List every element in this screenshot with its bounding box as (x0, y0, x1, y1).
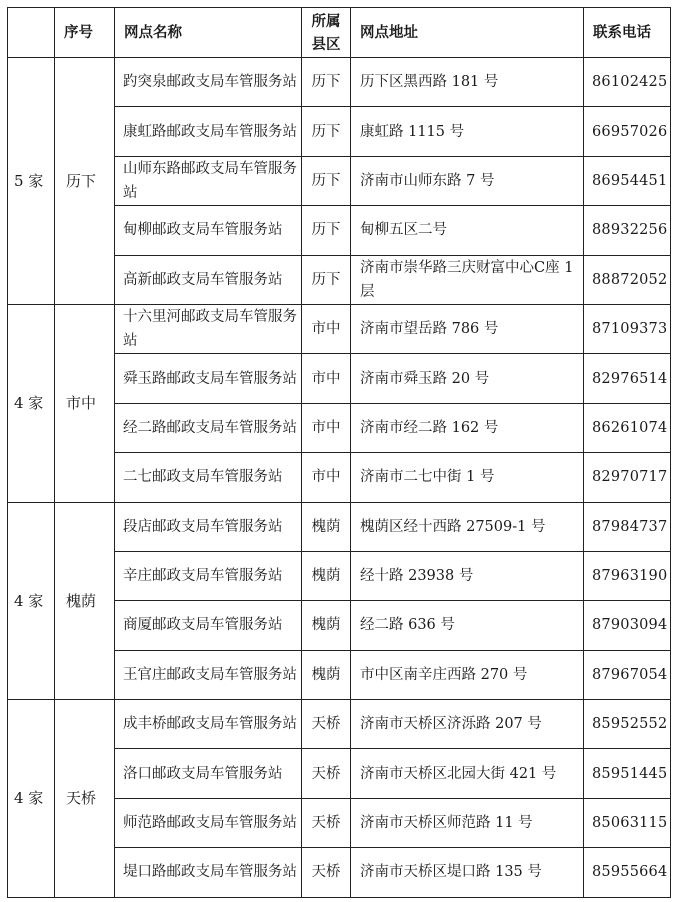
station-address-cell: 康虹路 1115 号 (351, 107, 584, 156)
station-district-cell: 天桥 (302, 700, 351, 749)
station-district-cell: 市中 (302, 403, 351, 452)
station-name-cell: 堤口路邮政支局车管服务站 (115, 848, 302, 897)
station-phone-cell: 87963190 (584, 551, 671, 600)
header-name: 网点名称 (115, 8, 302, 58)
station-address-cell: 济南市望岳路 786 号 (351, 304, 584, 353)
header-address: 网点地址 (351, 8, 584, 58)
station-name-cell: 趵突泉邮政支局车管服务站 (115, 58, 302, 107)
station-phone-cell: 85955664 (584, 848, 671, 897)
station-phone-cell: 85063115 (584, 798, 671, 847)
station-address-cell: 济南市天桥区师范路 11 号 (351, 798, 584, 847)
station-district-cell: 历下 (302, 107, 351, 156)
station-name-cell: 商厦邮政支局车管服务站 (115, 601, 302, 650)
station-name-cell: 洛口邮政支局车管服务站 (115, 749, 302, 798)
station-district-cell: 槐荫 (302, 502, 351, 551)
station-phone-cell: 88932256 (584, 206, 671, 255)
table-header-row (8, 8, 671, 58)
header-count (8, 8, 55, 58)
station-district-cell: 槐荫 (302, 551, 351, 600)
group-count-cell: 4 家 (8, 502, 55, 700)
station-district-cell: 历下 (302, 255, 351, 304)
station-phone-cell: 66957026 (584, 107, 671, 156)
station-phone-cell: 87967054 (584, 650, 671, 699)
station-phone-cell: 82970717 (584, 453, 671, 502)
group-district-cell: 市中 (55, 304, 115, 502)
station-phone-cell: 82976514 (584, 354, 671, 403)
table-body (8, 58, 671, 898)
station-name-cell: 康虹路邮政支局车管服务站 (115, 107, 302, 156)
service-station-table-wrapper (7, 7, 671, 898)
table-row (8, 700, 671, 749)
station-name-cell: 王官庄邮政支局车管服务站 (115, 650, 302, 699)
station-district-cell: 市中 (302, 453, 351, 502)
station-district-cell: 槐荫 (302, 601, 351, 650)
station-district-cell: 历下 (302, 58, 351, 107)
station-address-cell: 甸柳五区二号 (351, 206, 584, 255)
station-address-cell: 济南市天桥区济泺路 207 号 (351, 700, 584, 749)
group-district-cell: 天桥 (55, 700, 115, 898)
station-district-cell: 槐荫 (302, 650, 351, 699)
table-row (8, 502, 671, 551)
station-name-cell: 师范路邮政支局车管服务站 (115, 798, 302, 847)
station-phone-cell: 87984737 (584, 502, 671, 551)
station-phone-cell: 86102425 (584, 58, 671, 107)
station-name-cell: 二七邮政支局车管服务站 (115, 453, 302, 502)
station-district-cell: 天桥 (302, 848, 351, 897)
group-district-cell: 槐荫 (55, 502, 115, 700)
station-address-cell: 济南市舜玉路 20 号 (351, 354, 584, 403)
station-address-cell: 经二路 636 号 (351, 601, 584, 650)
group-count-cell: 4 家 (8, 304, 55, 502)
station-address-cell: 济南市崇华路三庆财富中心C座 1 层 (351, 255, 584, 304)
station-name-cell: 舜玉路邮政支局车管服务站 (115, 354, 302, 403)
station-district-cell: 市中 (302, 354, 351, 403)
station-name-cell: 经二路邮政支局车管服务站 (115, 403, 302, 452)
station-address-cell: 济南市天桥区堤口路 135 号 (351, 848, 584, 897)
station-name-cell: 成丰桥邮政支局车管服务站 (115, 700, 302, 749)
station-name-cell: 甸柳邮政支局车管服务站 (115, 206, 302, 255)
station-district-cell: 历下 (302, 206, 351, 255)
station-name-cell: 辛庄邮政支局车管服务站 (115, 551, 302, 600)
station-address-cell: 济南市山师东路 7 号 (351, 156, 584, 205)
station-phone-cell: 87903094 (584, 601, 671, 650)
station-phone-cell: 86954451 (584, 156, 671, 205)
header-seq: 序号 (55, 8, 115, 58)
station-name-cell: 十六里河邮政支局车管服务站 (115, 304, 302, 353)
group-count-cell: 4 家 (8, 700, 55, 898)
station-address-cell: 济南市经二路 162 号 (351, 403, 584, 452)
station-address-cell: 济南市二七中街 1 号 (351, 453, 584, 502)
station-address-cell: 市中区南辛庄西路 270 号 (351, 650, 584, 699)
station-name-cell: 段店邮政支局车管服务站 (115, 502, 302, 551)
header-phone: 联系电话 (584, 8, 671, 58)
header-district: 所属县区 (302, 8, 351, 58)
station-address-cell: 经十路 23938 号 (351, 551, 584, 600)
station-name-cell: 山师东路邮政支局车管服务站 (115, 156, 302, 205)
table-row (8, 304, 671, 353)
station-name-cell: 高新邮政支局车管服务站 (115, 255, 302, 304)
station-district-cell: 天桥 (302, 798, 351, 847)
table-row (8, 58, 671, 107)
station-district-cell: 市中 (302, 304, 351, 353)
station-phone-cell: 87109373 (584, 304, 671, 353)
station-district-cell: 历下 (302, 156, 351, 205)
station-address-cell: 槐荫区经十西路 27509-1 号 (351, 502, 584, 551)
station-district-cell: 天桥 (302, 749, 351, 798)
station-phone-cell: 85951445 (584, 749, 671, 798)
group-district-cell: 历下 (55, 58, 115, 305)
station-address-cell: 济南市天桥区北园大街 421 号 (351, 749, 584, 798)
station-phone-cell: 86261074 (584, 403, 671, 452)
station-address-cell: 历下区黑西路 181 号 (351, 58, 584, 107)
service-station-table (7, 7, 671, 898)
group-count-cell: 5 家 (8, 58, 55, 305)
station-phone-cell: 88872052 (584, 255, 671, 304)
station-phone-cell: 85952552 (584, 700, 671, 749)
